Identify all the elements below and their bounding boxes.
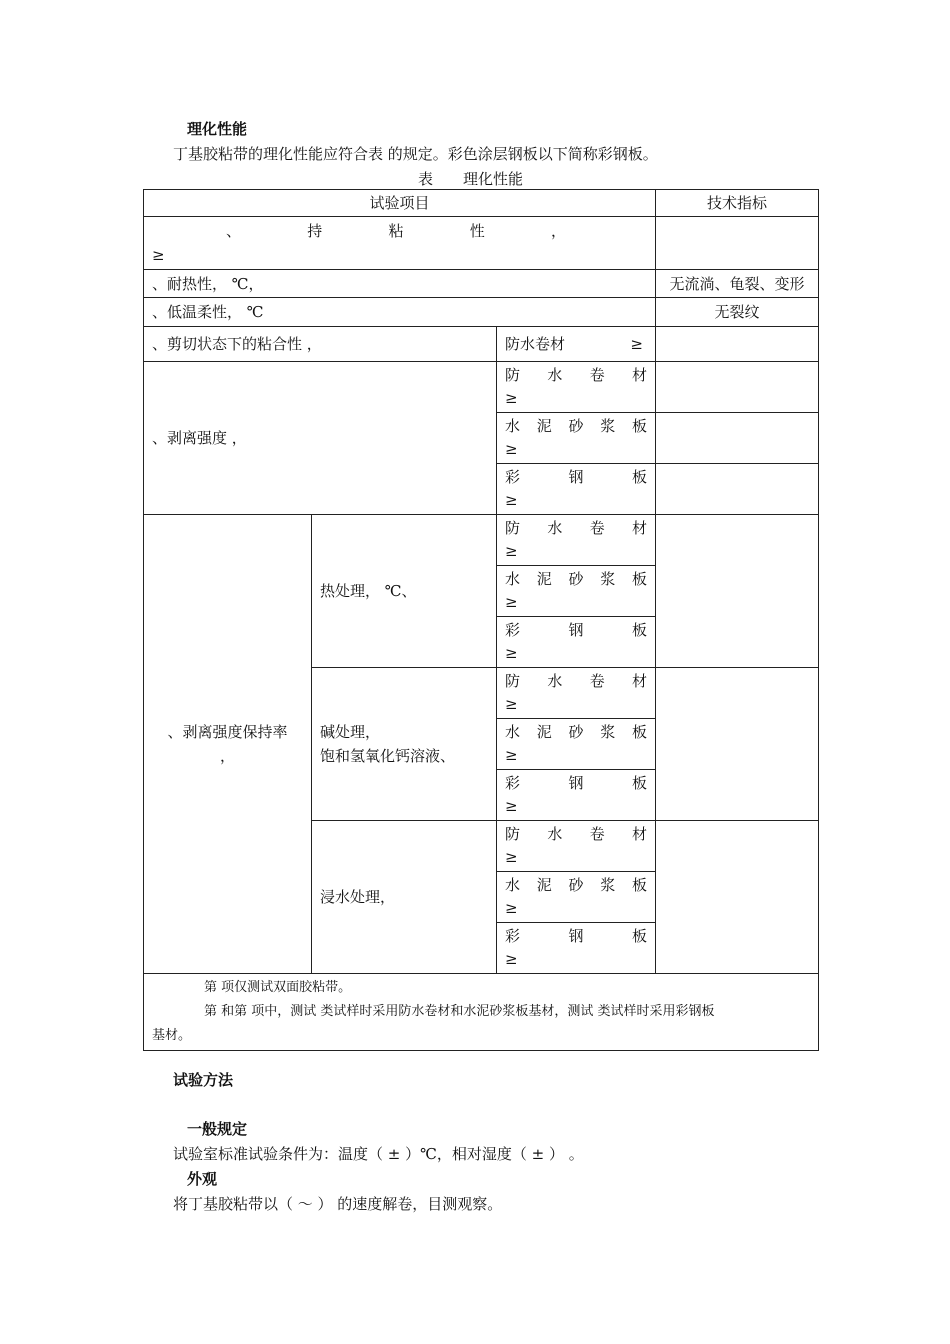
value-heat-treatment (656, 515, 819, 668)
substrate-cement-board: 水 泥 砂 浆 板 ≥ (497, 872, 656, 923)
subheading-general-rules: 一般规定 (187, 1120, 248, 1138)
value-water-treatment (656, 821, 819, 974)
section-heading-test-methods: 试验方法 (173, 1071, 234, 1089)
table-notes-row (144, 974, 819, 1051)
table-row-holding-adhesion (144, 217, 819, 270)
substrate-membrane: 防 水 卷 材 ≥ (497, 668, 656, 719)
substrate-cement-board: 水 泥 砂 浆 板 ≥ (497, 566, 656, 617)
table-caption-prefix: 表 (418, 170, 434, 188)
substrate-cement-board: 水 泥 砂 浆 板 ≥ (497, 719, 656, 770)
row-heat-resistance-label: 、耐热性， ℃， (144, 270, 656, 298)
table-caption (418, 168, 523, 189)
row-peel-retention-label: 、剥离强度保持率 ， (144, 515, 312, 974)
general-rules-text: 试验室标准试验条件为：温度（ ± ）℃，相对湿度（ ± ） 。 (173, 1145, 584, 1163)
table-caption-title: 理化性能 (463, 170, 524, 188)
value-peel-membrane (656, 362, 819, 413)
row1-char-0: 、 (226, 222, 242, 240)
table-row-shear-adhesion (144, 327, 819, 362)
row1-char-4: ， (550, 222, 566, 240)
section-heading-physical-properties: 理化性能 (187, 120, 248, 138)
appearance-text: 将丁基胶粘带以（ ～ ） 的速度解卷，目测观察。 (173, 1195, 503, 1213)
ge-symbol: ≥ (505, 950, 518, 968)
table-row-heat-membrane (144, 515, 819, 566)
ge-symbol: ≥ (505, 899, 518, 917)
row-peel-strength-label: 、剥离强度 ， (144, 362, 497, 515)
value-peel-steel (656, 464, 819, 515)
row-shear-adhesion-substrate (497, 327, 656, 362)
substrate-color-steel: 彩 钢 板 ≥ (497, 464, 656, 515)
substrate-membrane: 防 水 卷 材 ≥ (497, 362, 656, 413)
substrate-color-steel: 彩 钢 板 ≥ (497, 617, 656, 668)
table-row-heat-resistance (144, 270, 819, 298)
table-row-peel-membrane (144, 362, 819, 413)
row-low-temp-flex-value: 无裂纹 (656, 298, 819, 327)
substrate-symbol: ≥ (630, 335, 643, 353)
header-test-item: 试验项目 (144, 190, 656, 217)
ge-symbol: ≥ (505, 389, 518, 407)
ge-symbol: ≥ (505, 848, 518, 866)
row-shear-adhesion-value (656, 327, 819, 362)
treatment-heat: 热处理， ℃、 (312, 515, 497, 668)
note-1: 第 项仅测试双面胶粘带。 (204, 980, 352, 995)
row1-symbol: ≥ (152, 246, 165, 264)
ge-symbol: ≥ (505, 746, 518, 764)
ge-symbol: ≥ (505, 542, 518, 560)
table-header-row (144, 190, 819, 217)
substrate-color-steel: 彩 钢 板 ≥ (497, 770, 656, 821)
treatment-alkali: 碱处理， 饱和氢氧化钙溶液、 (312, 668, 497, 821)
physical-properties-table (143, 189, 819, 1051)
ge-symbol: ≥ (505, 797, 518, 815)
substrate-name: 防水卷材 (505, 335, 566, 353)
treatment-water: 浸水处理， (312, 821, 497, 974)
note-2-continued: 基材。 (152, 1028, 192, 1043)
header-technical-index: 技术指标 (656, 190, 819, 217)
row-holding-adhesion-label (144, 217, 656, 270)
substrate-color-steel: 彩 钢 板 ≥ (497, 923, 656, 974)
ge-symbol: ≥ (505, 491, 518, 509)
value-alkali-treatment (656, 668, 819, 821)
substrate-membrane: 防 水 卷 材 ≥ (497, 821, 656, 872)
substrate-cement-board: 水 泥 砂 浆 板 ≥ (497, 413, 656, 464)
row1-char-2: 粘 (388, 222, 404, 240)
ge-symbol: ≥ (505, 593, 518, 611)
table-row-low-temp-flex (144, 298, 819, 327)
section-intro-text: 丁基胶粘带的理化性能应符合表 的规定。彩色涂层钢板以下简称彩钢板。 (173, 145, 658, 163)
row1-char-1: 持 (307, 222, 323, 240)
ge-symbol: ≥ (505, 440, 518, 458)
row1-char-3: 性 (469, 222, 485, 240)
substrate-membrane: 防 水 卷 材 ≥ (497, 515, 656, 566)
row-low-temp-flex-label: 、低温柔性， ℃ (144, 298, 656, 327)
value-peel-cement (656, 413, 819, 464)
row-heat-resistance-value: 无流淌、龟裂、变形 (656, 270, 819, 298)
ge-symbol: ≥ (505, 644, 518, 662)
row-shear-adhesion-label: 、剪切状态下的粘合性 ， (144, 327, 497, 362)
ge-symbol: ≥ (505, 695, 518, 713)
row-holding-adhesion-value (656, 217, 819, 270)
note-2: 第 和第 项中，测试 类试样时采用防水卷材和水泥砂浆板基材，测试 类试样时采用彩钢板 (204, 1004, 715, 1019)
subheading-appearance: 外观 (187, 1170, 218, 1188)
table-notes (144, 974, 819, 1051)
